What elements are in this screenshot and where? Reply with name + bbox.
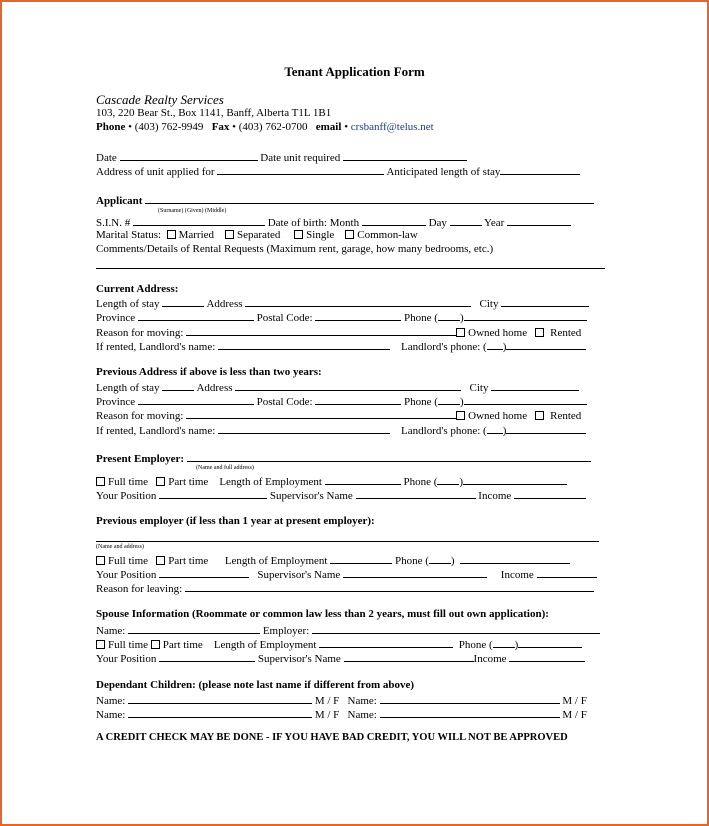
- employer-heading: Present Employer:: [96, 453, 185, 465]
- child-name-label: Name:: [96, 709, 126, 721]
- spouse-employer-label: Employer:: [262, 625, 310, 637]
- common-law-label: Common-law: [357, 229, 418, 241]
- spouse-phone-area-field[interactable]: [493, 637, 515, 648]
- company-phone: • (403) 762-9949: [125, 121, 204, 133]
- company-name: Cascade Realty Services: [96, 92, 224, 107]
- employer-length-field[interactable]: [325, 474, 401, 485]
- prev-employer-phone-area-field[interactable]: [429, 553, 451, 564]
- employer-fulltime-checkbox[interactable]: [96, 477, 105, 486]
- current-landlord-row: If rented, Landlord's name: Landlord's phone: ( ): [96, 339, 586, 354]
- current-stay-row: [96, 296, 589, 311]
- unit-address-label: Address of unit applied for: [96, 166, 215, 178]
- previous-landlord-row: If rented, Landlord's name: Landlord's phone: ( ): [96, 423, 586, 438]
- current-owned-checkbox[interactable]: [456, 328, 465, 337]
- child-name-label: Name:: [347, 709, 377, 721]
- length-stay-field[interactable]: [500, 164, 580, 175]
- previous-postal-field[interactable]: [315, 394, 401, 405]
- comments-field[interactable]: [96, 268, 605, 269]
- current-address-field[interactable]: [245, 296, 471, 307]
- employer-income-label: Income: [478, 490, 512, 502]
- date-label: Date: [96, 152, 117, 164]
- prev-employer-length-label: Length of Employment: [224, 555, 328, 567]
- common-law-checkbox[interactable]: [345, 230, 354, 239]
- previous-city-field[interactable]: [491, 380, 579, 391]
- spouse-supervisor-label: Supervisor's Name: [257, 653, 341, 665]
- employer-income-field[interactable]: [514, 488, 586, 499]
- date-field[interactable]: [120, 150, 258, 161]
- date-required-label: Date unit required: [260, 152, 341, 164]
- current-city-field[interactable]: [501, 296, 589, 307]
- company-email[interactable]: crsbanff@telus.net: [350, 121, 434, 133]
- employer-type-row: Full time Part time Length of Employment Phone ( ): [96, 474, 567, 489]
- single-checkbox[interactable]: [294, 230, 303, 239]
- applicant-row: [96, 193, 594, 208]
- current-province-field[interactable]: [138, 310, 254, 321]
- employer-position-label: Your Position: [96, 490, 157, 502]
- current-rented-checkbox[interactable]: [535, 328, 544, 337]
- previous-stay-label: Length of stay: [96, 382, 160, 394]
- prev-employer-income-label: Income: [500, 569, 534, 581]
- applicant-name-field[interactable]: [145, 193, 594, 204]
- previous-province-row: Province Postal Code: Phone ( ): [96, 394, 587, 409]
- prev-employer-reason-field[interactable]: [185, 581, 594, 592]
- phone-label: Phone: [96, 121, 126, 133]
- employer-supervisor-field[interactable]: [356, 488, 476, 499]
- previous-province-field[interactable]: [138, 394, 254, 405]
- prev-employer-phone-label: Phone (: [394, 555, 429, 567]
- prev-employer-position-label: Your Position: [96, 569, 157, 581]
- prev-employer-position-row: [96, 567, 597, 582]
- spouse-heading: Spouse Information (Roommate or common law less than 2 years, must fill out own application):: [96, 608, 549, 620]
- employer-phone-label: Phone (: [403, 476, 438, 488]
- spouse-length-field[interactable]: [319, 637, 453, 648]
- current-owned-label: Owned home: [468, 327, 528, 339]
- current-province-row: Province Postal Code: Phone ( ): [96, 310, 587, 325]
- dob-day-label: Day: [428, 217, 447, 229]
- single-label: Single: [306, 229, 335, 241]
- employer-phone-field[interactable]: [463, 474, 567, 485]
- credit-check-notice: A CREDIT CHECK MAY BE DONE - IF YOU HAVE BAD CREDIT, YOU WILL NOT BE APPROVED: [96, 732, 568, 743]
- children-heading: Dependant Children: (please note last name if different from above): [96, 679, 415, 691]
- spouse-income-field[interactable]: [509, 651, 585, 662]
- child-name-field[interactable]: [380, 693, 560, 704]
- spouse-name-field[interactable]: [128, 623, 260, 634]
- sin-label: S.I.N. #: [96, 217, 131, 229]
- prev-employer-supervisor-field[interactable]: [343, 567, 487, 578]
- prev-employer-fulltime-checkbox[interactable]: [96, 556, 105, 565]
- prev-employer-supervisor-label: Supervisor's Name: [257, 569, 341, 581]
- sin-field[interactable]: [133, 215, 265, 226]
- child-name-field[interactable]: [128, 693, 312, 704]
- previous-landlord-phone-field[interactable]: [506, 423, 586, 434]
- spouse-parttime-label: Part time: [162, 639, 203, 651]
- child-mf-label: M / F: [562, 695, 587, 707]
- employer-phone-area-field[interactable]: [437, 474, 459, 485]
- employer-length-label: Length of Employment: [219, 476, 322, 488]
- current-address-label: Address: [206, 298, 243, 310]
- spouse-phone-field[interactable]: [518, 637, 582, 648]
- prev-employer-fulltime-label: Full time: [108, 555, 149, 567]
- married-checkbox[interactable]: [167, 230, 176, 239]
- employer-name-field[interactable]: [187, 451, 591, 462]
- fax-label: Fax: [211, 121, 230, 133]
- prev-employer-name-hint: (Name and address): [96, 544, 144, 550]
- previous-phone-field[interactable]: [464, 394, 587, 405]
- date-row: [96, 150, 467, 165]
- unit-row: [96, 164, 580, 179]
- previous-owned-checkbox[interactable]: [456, 411, 465, 420]
- prev-employer-position-field[interactable]: [159, 567, 249, 578]
- previous-landlord-field[interactable]: [218, 423, 390, 434]
- spouse-position-row: [96, 651, 585, 666]
- current-address-heading: Current Address:: [96, 283, 179, 295]
- child-mf-label: M / F: [562, 709, 587, 721]
- spouse-type-row: Full time Part time Length of Employment Phone ( ): [96, 637, 582, 652]
- company-contacts: Phone • (403) 762-9949 Fax • (403) 762-0700 email • crsbanff@telus.net: [96, 121, 434, 133]
- email-label: email: [315, 121, 342, 133]
- child-name-field[interactable]: [380, 707, 560, 718]
- current-reason-label: Reason for moving:: [96, 327, 184, 339]
- marital-label: Marital Status:: [96, 229, 162, 241]
- current-landlord-area-field[interactable]: [487, 339, 503, 350]
- separated-checkbox[interactable]: [225, 230, 234, 239]
- form-title: Tenant Application Form: [284, 64, 425, 79]
- current-phone-field[interactable]: [464, 310, 587, 321]
- comments-label: Comments/Details of Rental Requests (Maximum rent, garage, how many bedrooms, etc.): [96, 243, 494, 255]
- employer-fulltime-label: Full time: [108, 476, 149, 488]
- previous-phone-label: Phone (: [404, 396, 438, 408]
- employer-parttime-checkbox[interactable]: [156, 477, 165, 486]
- length-stay-label: Anticipated length of stay: [386, 166, 501, 178]
- previous-owned-label: Owned home: [468, 410, 528, 422]
- prev-employer-type-row: Full time Part time Length of Employment Phone ( ): [96, 553, 570, 568]
- current-postal-label: Postal Code:: [256, 312, 313, 324]
- spouse-employer-field[interactable]: [312, 623, 600, 634]
- current-phone-label: Phone (: [404, 312, 438, 324]
- spouse-name-row: [96, 623, 600, 638]
- child-row: [96, 707, 587, 722]
- current-reason-row: [96, 325, 581, 340]
- unit-address-field[interactable]: [217, 164, 384, 175]
- previous-city-label: City: [469, 382, 489, 394]
- previous-rented-label: Rented: [550, 410, 582, 422]
- current-landlord-field[interactable]: [218, 339, 390, 350]
- child-mf-label: M / F: [314, 695, 340, 707]
- child-row: [96, 693, 587, 708]
- date-required-field[interactable]: [343, 150, 467, 161]
- child-name-label: Name:: [347, 695, 377, 707]
- prev-employer-parttime-label: Part time: [168, 555, 209, 567]
- previous-reason-field[interactable]: [186, 408, 456, 419]
- previous-phone-area-field[interactable]: [438, 394, 460, 405]
- previous-stay-field[interactable]: [162, 380, 194, 391]
- dob-year-field[interactable]: [507, 215, 571, 226]
- separated-label: Separated: [237, 229, 281, 241]
- employer-name-hint: (Name and full address): [196, 465, 254, 471]
- spouse-income-label: Income: [473, 653, 507, 665]
- employer-parttime-label: Part time: [168, 476, 209, 488]
- previous-address-heading: Previous Address if above is less than two years:: [96, 366, 322, 378]
- spouse-position-field[interactable]: [159, 651, 255, 662]
- prev-employer-parttime-checkbox[interactable]: [156, 556, 165, 565]
- current-postal-field[interactable]: [315, 310, 401, 321]
- prev-employer-phone-field[interactable]: [460, 553, 570, 564]
- employer-position-field[interactable]: [159, 488, 267, 499]
- prev-employer-reason-label: Reason for leaving:: [96, 583, 183, 595]
- current-stay-field[interactable]: [162, 296, 204, 307]
- previous-province-label: Province: [96, 396, 136, 408]
- prev-employer-reason-row: [96, 581, 594, 596]
- current-landlord-phone-label: Landlord's phone: (: [401, 341, 487, 353]
- current-reason-field[interactable]: [186, 325, 456, 336]
- spouse-length-label: Length of Employment: [213, 639, 317, 651]
- previous-rented-checkbox[interactable]: [535, 411, 544, 420]
- current-phone-area-field[interactable]: [438, 310, 460, 321]
- prev-employer-income-field[interactable]: [537, 567, 597, 578]
- child-mf-label: M / F: [314, 709, 340, 721]
- child-name-label: Name:: [96, 695, 126, 707]
- spouse-position-label: Your Position: [96, 653, 157, 665]
- previous-reason-label: Reason for moving:: [96, 410, 184, 422]
- current-landlord-label: If rented, Landlord's name:: [96, 341, 216, 353]
- previous-address-label: Address: [196, 382, 233, 394]
- dob-label: Date of birth: Month: [267, 217, 360, 229]
- spouse-phone-label: Phone (: [458, 639, 493, 651]
- prev-employer-length-field[interactable]: [330, 553, 392, 564]
- spouse-name-label: Name:: [96, 625, 126, 637]
- company-fax: • (403) 762-0700: [229, 121, 308, 133]
- employer-row: [96, 451, 591, 466]
- previous-stay-row: [96, 380, 579, 395]
- married-label: Married: [178, 229, 215, 241]
- sin-row: [96, 215, 571, 230]
- spouse-parttime-checkbox[interactable]: [151, 640, 160, 649]
- previous-landlord-area-field[interactable]: [487, 423, 503, 434]
- previous-reason-row: [96, 408, 581, 423]
- employer-supervisor-label: Supervisor's Name: [269, 490, 353, 502]
- spouse-fulltime-label: Full time: [108, 639, 149, 651]
- prev-employer-name-field[interactable]: [96, 541, 599, 542]
- spouse-fulltime-checkbox[interactable]: [96, 640, 105, 649]
- current-province-label: Province: [96, 312, 136, 324]
- dob-year-label: Year: [484, 217, 505, 229]
- previous-landlord-phone-label: Landlord's phone: (: [401, 425, 487, 437]
- previous-postal-label: Postal Code:: [256, 396, 313, 408]
- prev-employer-heading: Previous employer (if less than 1 year at present employer):: [96, 515, 375, 527]
- applicant-name-hint: (Surname) (Given) (Middle): [158, 208, 227, 214]
- previous-address-field[interactable]: [235, 380, 461, 391]
- employer-position-row: [96, 488, 586, 503]
- current-city-label: City: [479, 298, 499, 310]
- current-rented-label: Rented: [550, 327, 582, 339]
- current-landlord-phone-field[interactable]: [506, 339, 586, 350]
- company-address: 103, 220 Bear St., Box 1141, Banff, Alberta T1L 1B1: [96, 107, 332, 119]
- child-name-field[interactable]: [128, 707, 312, 718]
- marital-row: [96, 229, 418, 242]
- applicant-heading: Applicant: [96, 195, 143, 207]
- current-stay-label: Length of stay: [96, 298, 160, 310]
- previous-landlord-label: If rented, Landlord's name:: [96, 425, 216, 437]
- spouse-supervisor-field[interactable]: [344, 651, 474, 662]
- dob-month-field[interactable]: [362, 215, 426, 226]
- dob-day-field[interactable]: [450, 215, 482, 226]
